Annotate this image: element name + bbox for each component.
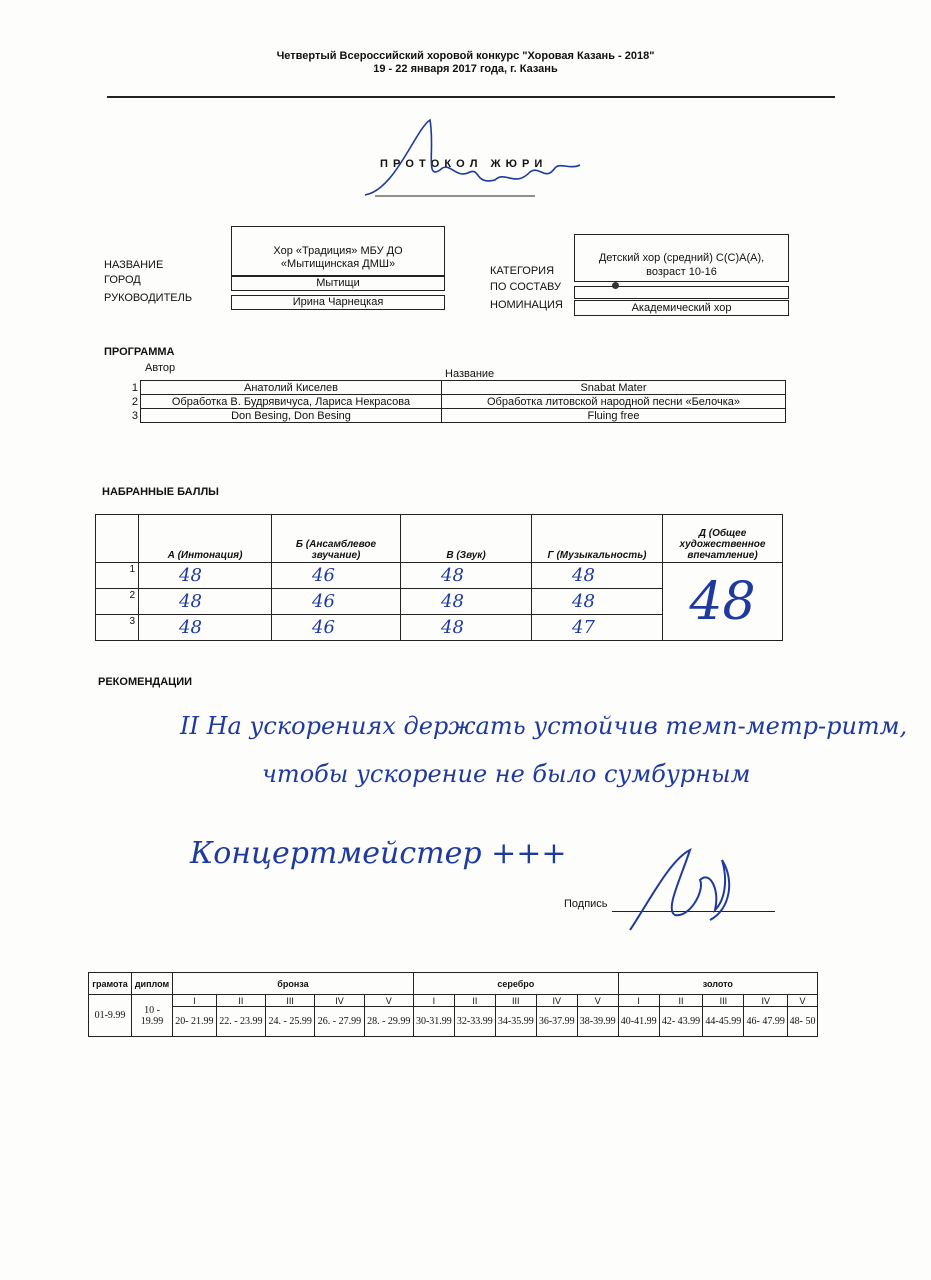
score-value: 48	[532, 563, 663, 589]
silver-range: 38-39.99	[577, 1007, 618, 1037]
program-row	[128, 395, 786, 409]
header-rule	[107, 96, 835, 98]
program-piece: Обработка литовской народной песни «Белочка»	[442, 395, 786, 409]
gold-header: золото	[618, 973, 817, 995]
nomination-label: НОМИНАЦИЯ	[490, 299, 563, 311]
score-value: 46	[272, 563, 401, 589]
program-author: Обработка В. Будрявичуса, Лариса Некрасова	[141, 395, 442, 409]
silver-level: I	[413, 995, 454, 1007]
leader-label: РУКОВОДИТЕЛЬ	[104, 292, 193, 304]
category-label: КАТЕГОРИЯ	[490, 265, 555, 277]
nomination-value-box: Академический хор	[574, 300, 789, 316]
gold-level: V	[788, 995, 818, 1007]
recommendation-line-3: Концертмейстер +++	[190, 836, 567, 871]
contest-dates: 19 - 22 января 2017 года, г. Казань	[373, 63, 558, 75]
name-label: НАЗВАНИЕ	[104, 259, 164, 271]
judge-signature	[610, 840, 770, 940]
bronze-level: IV	[315, 995, 364, 1007]
scores-title: НАБРАННЫЕ БАЛЛЫ	[102, 486, 219, 498]
contest-title: Четвертый Всероссийский хоровой конкурс "Хоровая Казань - 2018"	[276, 50, 655, 62]
scores-table	[95, 514, 783, 641]
bronze-header: бронза	[173, 973, 414, 995]
bronze-level: V	[364, 995, 413, 1007]
name-value-line1: Хор «Традиция» МБУ ДО	[273, 245, 403, 257]
gold-range: 48- 50	[788, 1007, 818, 1037]
gramota-header: грамота	[89, 973, 132, 995]
grade-scale-table	[88, 972, 818, 1037]
score-header-c: В (Звук)	[401, 515, 532, 563]
score-value: 48	[401, 589, 532, 615]
program-row	[128, 381, 786, 395]
grade-level-row	[89, 995, 818, 1007]
bronze-level: III	[266, 995, 315, 1007]
silver-level: II	[454, 995, 495, 1007]
score-row-num: 2	[96, 589, 139, 615]
gold-range: 46- 47.99	[744, 1007, 788, 1037]
bronze-range: 22. - 23.99	[216, 1007, 265, 1037]
composition-label: ПО СОСТАВУ	[490, 281, 562, 293]
silver-header: серебро	[413, 973, 618, 995]
grade-header-row	[89, 973, 818, 995]
category-value-line1: Детский хор (средний) С(С)А(А),	[598, 252, 765, 264]
program-piece: Fluing free	[442, 409, 786, 423]
bronze-range: 28. - 29.99	[364, 1007, 413, 1037]
silver-range: 32-33.99	[454, 1007, 495, 1037]
program-author: Don Besing, Don Besing	[141, 409, 442, 423]
gold-range: 40-41.99	[618, 1007, 659, 1037]
score-row-num: 3	[96, 615, 139, 641]
gold-level: II	[659, 995, 703, 1007]
category-value-box	[574, 234, 789, 282]
scores-header-row	[96, 515, 783, 563]
bronze-range: 26. - 27.99	[315, 1007, 364, 1037]
score-value: 48	[401, 563, 532, 589]
score-header-a: А (Интонация)	[139, 515, 272, 563]
program-table	[128, 380, 786, 423]
gold-level: III	[703, 995, 744, 1007]
program-row	[128, 409, 786, 423]
silver-level: V	[577, 995, 618, 1007]
jury-signature-mark	[355, 110, 595, 210]
recommendation-line-2: чтобы ускорение не было сумбурным	[262, 760, 751, 788]
score-value: 48	[139, 615, 272, 641]
recommendation-line-1: II На ускорениях держать устойчив темп-метр-ритм,	[180, 712, 908, 740]
recommendations-title: РЕКОМЕНДАЦИИ	[98, 676, 193, 688]
program-author: Анатолий Киселев	[141, 381, 442, 395]
overall-score: 48	[663, 563, 783, 641]
silver-range: 36-37.99	[536, 1007, 577, 1037]
program-num: 2	[131, 395, 138, 408]
leader-value-box: Ирина Чарнецкая	[231, 295, 445, 310]
composition-value-box	[574, 286, 789, 299]
score-header-d: Г (Музыкальность)	[532, 515, 663, 563]
city-value-box: Мытищи	[231, 276, 445, 291]
gold-level: IV	[744, 995, 788, 1007]
score-header-e: Д (Общее художественное впечатление)	[663, 515, 783, 563]
protocol-title: П Р О Т О К О Л Ж Ю Р И	[380, 158, 544, 170]
bronze-range: 20- 21.99	[173, 1007, 217, 1037]
program-title: ПРОГРАММА	[104, 346, 175, 358]
program-num: 1	[131, 381, 138, 394]
category-value-line2: возраст 10-16	[646, 266, 717, 278]
silver-level: IV	[536, 995, 577, 1007]
title-header: Название	[445, 368, 495, 380]
signature-label: Подпись	[564, 898, 608, 910]
score-value: 48	[139, 589, 272, 615]
name-value-line2: «Мытищинская ДМШ»	[280, 258, 396, 270]
gramota-range: 01-9.99	[89, 995, 132, 1037]
scores-corner	[96, 515, 139, 563]
grade-range-row	[89, 1007, 818, 1037]
score-value: 46	[272, 615, 401, 641]
bronze-level: II	[216, 995, 265, 1007]
diplom-header: диплом	[132, 973, 173, 995]
silver-level: III	[495, 995, 536, 1007]
silver-range: 30-31.99	[413, 1007, 454, 1037]
score-value: 48	[532, 589, 663, 615]
bronze-level: I	[173, 995, 217, 1007]
score-value: 48	[401, 615, 532, 641]
program-piece: Snabat Mater	[442, 381, 786, 395]
score-value: 46	[272, 589, 401, 615]
name-value-box	[231, 226, 445, 276]
ink-dot	[612, 282, 619, 289]
score-header-b: Б (Ансамблевое звучание)	[272, 515, 401, 563]
gold-range: 42- 43.99	[659, 1007, 703, 1037]
city-label: ГОРОД	[104, 274, 141, 286]
gold-range: 44-45.99	[703, 1007, 744, 1037]
gold-level: I	[618, 995, 659, 1007]
silver-range: 34-35.99	[495, 1007, 536, 1037]
score-value: 48	[139, 563, 272, 589]
score-row-num: 1	[96, 563, 139, 589]
score-row	[96, 563, 783, 589]
score-value: 47	[532, 615, 663, 641]
program-num: 3	[131, 409, 138, 422]
diplom-range: 10 - 19.99	[132, 995, 173, 1037]
bronze-range: 24. - 25.99	[266, 1007, 315, 1037]
author-header: Автор	[145, 362, 176, 374]
